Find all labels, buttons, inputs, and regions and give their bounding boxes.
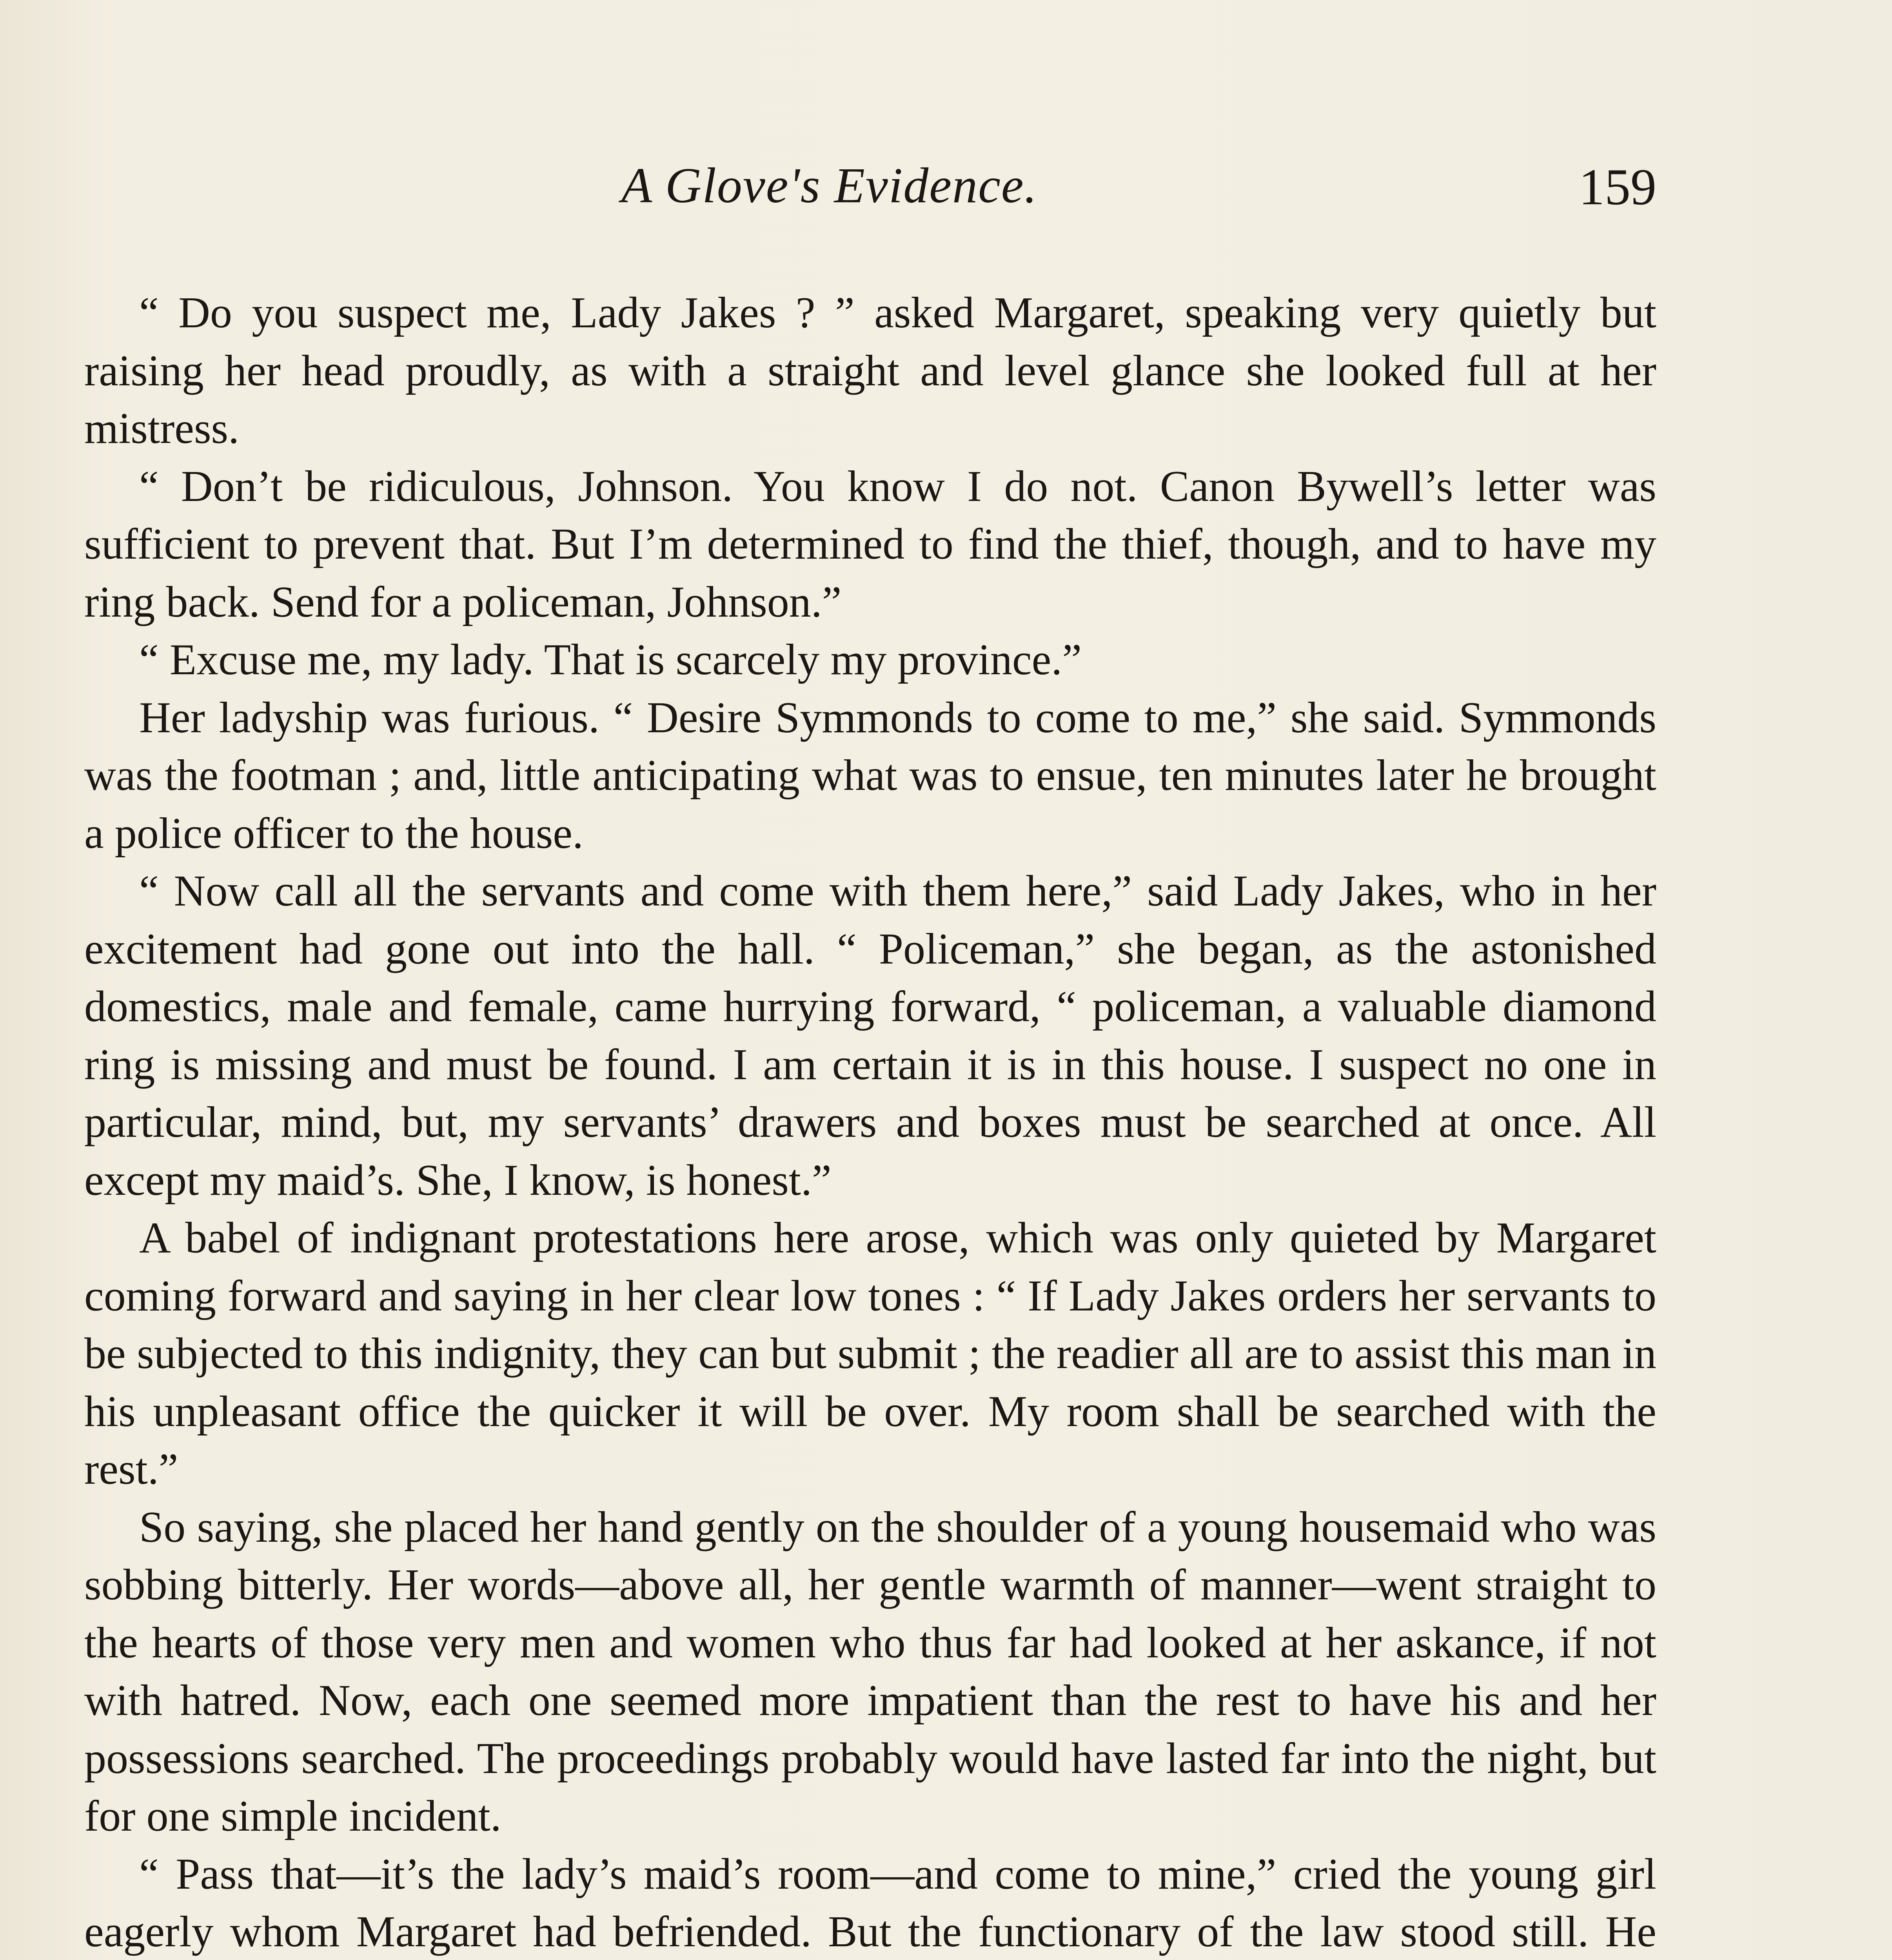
paragraph: “ Do you suspect me, Lady Jakes ? ” asked Margaret, speaking very quietly but raising her head proudly, as with a straight and level glance she looked full at her mistress. — [84, 289, 1656, 453]
page-header — [84, 157, 1656, 235]
paragraph: Her ladyship was furious. “ Desire Symmonds to come to me,” she said. Symmonds was the footman ; and, little anticipating what was to ensue, ten minutes later he brought a police officer to the house. — [84, 693, 1656, 858]
paragraph: “ Don’t be ridiculous, Johnson. You know I do not. Canon Bywell’s letter was sufficient to prevent that. But I’m determined to find the thief, though, and to have my ring back. Send for a policeman, Johnson.” — [84, 462, 1656, 626]
paragraph: A babel of indignant protestations here arose, which was only quieted by Margaret coming forward and saying in her clear low tones : “ If Lady Jakes orders her servants to be subjected to this indignity, they can but submit ; the readier all are to assist this man in his unpleasant office the quicker it will be over. My room shall be searched with the rest.” — [84, 1214, 1656, 1494]
paragraph: “ Now call all the servants and come with them here,” said Lady Jakes, who in her excitement had gone out into the hall. “ Policeman,” she began, as the astonished domestics, male and female, came hurrying forward, “ policeman, a valuable diamond ring is missing and must be found. I am certain it is in this house. I suspect no one in particular, mind, but, my servants’ drawers and boxes must be searched at once. All except my maid’s. She, I know, is honest.” — [84, 867, 1656, 1205]
paragraph: “ Pass that—it’s the lady’s maid’s room—and come to mine,” cried the young girl eagerly whom Margaret had befriended. But the functionary of the law stood still. He — [84, 1849, 1656, 1956]
running-title: A Glove's Evidence. — [621, 158, 1038, 213]
page-number: 159 — [1579, 158, 1656, 216]
paragraph: “ Excuse me, my lady. That is scarcely my province.” — [139, 635, 1082, 684]
paragraph: So saying, she placed her hand gently on the shoulder of a young housemaid who was sobbing bitterly. Her words—above all, her gentle warmth of manner—went straight to the hearts of those very men and women who thus far had looked at her askance, if not with hatred. Now, each one seemed more impatient than the rest to have his and her possessions searched. The proceedings probably would have lasted far into the night, but for one simple incident. — [84, 1503, 1656, 1840]
body-text — [84, 284, 1656, 1960]
